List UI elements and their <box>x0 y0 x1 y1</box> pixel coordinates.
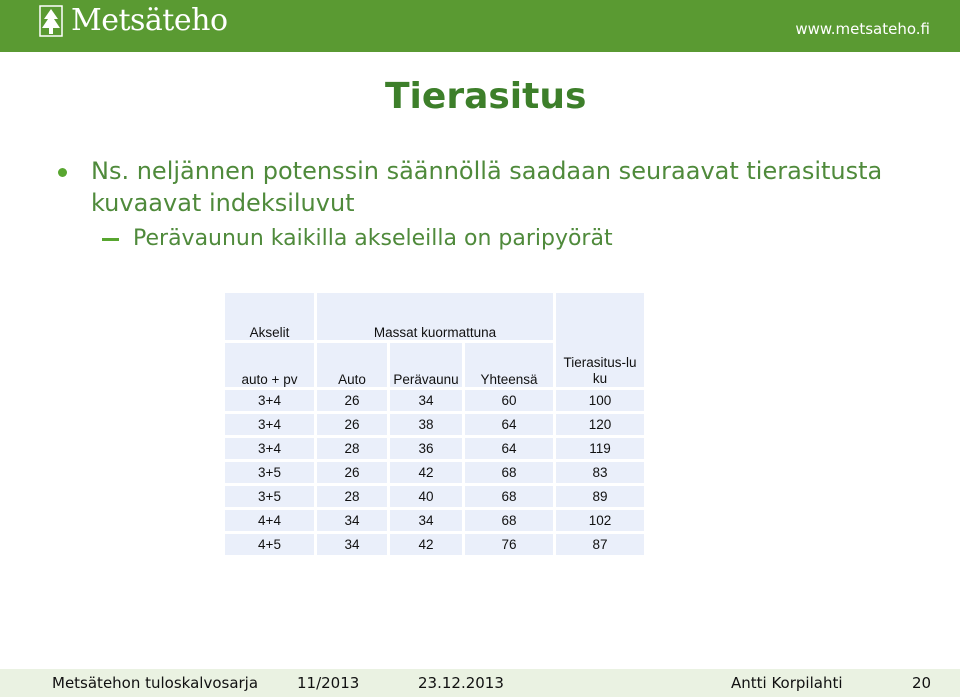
table-row <box>224 485 646 509</box>
index-table <box>222 290 647 558</box>
table-cell: 42 <box>389 461 464 485</box>
logo-text: Metsäteho <box>71 3 228 38</box>
bullet-text: Ns. neljännen potenssin säännöllä saadaan seuraavat tierasitusta kuvaavat indeksiluvut <box>91 157 883 217</box>
footer-issue: 11/2013 <box>297 674 360 692</box>
table-cell: 4+4 <box>224 509 316 533</box>
table-cell: 3+5 <box>224 461 316 485</box>
table-cell: 64 <box>464 413 555 437</box>
table-cell: 120 <box>555 413 646 437</box>
header-bar <box>0 0 960 52</box>
page-number: 20 <box>912 674 932 692</box>
website-url: www.metsateho.fi <box>795 20 930 38</box>
table-row <box>224 461 646 485</box>
sub-bullet-text: Perävaunun kaikilla akseleilla on paripyörät <box>133 226 613 251</box>
table-cell: 38 <box>389 413 464 437</box>
column-header-trailer: Perävaunu <box>389 342 464 389</box>
footer-date: 23.12.2013 <box>418 674 504 692</box>
footer-series: Metsätehon tuloskalvosarja <box>52 674 259 692</box>
table-cell: 100 <box>555 389 646 413</box>
dash-icon <box>102 238 119 241</box>
table-cell: 36 <box>389 437 464 461</box>
column-header-car: Auto <box>316 342 389 389</box>
table-cell: 42 <box>389 533 464 557</box>
table-cell: 68 <box>464 509 555 533</box>
table-cell: 83 <box>555 461 646 485</box>
table-cell: 34 <box>316 509 389 533</box>
table-cell: 3+4 <box>224 437 316 461</box>
table-cell: 68 <box>464 485 555 509</box>
group-header-masses: Massat kuormattuna <box>316 292 555 342</box>
table-cell: 28 <box>316 437 389 461</box>
table-cell: 34 <box>389 509 464 533</box>
table-cell: 26 <box>316 413 389 437</box>
logo <box>36 4 228 38</box>
table-row <box>224 413 646 437</box>
table-cell: 3+5 <box>224 485 316 509</box>
table-cell: 4+5 <box>224 533 316 557</box>
column-header-index-label: Tierasitus-luku <box>563 355 637 386</box>
column-header-axles: auto + pv <box>224 342 316 389</box>
column-header-index <box>555 292 646 389</box>
group-header-axles: Akselit <box>224 292 316 342</box>
table-cell: 102 <box>555 509 646 533</box>
table-cell: 119 <box>555 437 646 461</box>
table-cell: 60 <box>464 389 555 413</box>
table-cell: 3+4 <box>224 389 316 413</box>
table-cell: 64 <box>464 437 555 461</box>
slide-title: Tierasitus <box>385 76 587 117</box>
table-row <box>224 533 646 557</box>
table-cell: 26 <box>316 389 389 413</box>
table-cell: 28 <box>316 485 389 509</box>
table-cell: 89 <box>555 485 646 509</box>
table-cell: 34 <box>389 389 464 413</box>
tree-logo-icon <box>36 4 66 38</box>
table-row <box>224 389 646 413</box>
footer-author: Antti Korpilahti <box>731 674 843 692</box>
bullet-dot-icon <box>58 168 67 177</box>
table-cell: 3+4 <box>224 413 316 437</box>
column-header-total: Yhteensä <box>464 342 555 389</box>
table-cell: 76 <box>464 533 555 557</box>
table-cell: 40 <box>389 485 464 509</box>
table-cell: 34 <box>316 533 389 557</box>
table-cell: 68 <box>464 461 555 485</box>
table-row <box>224 437 646 461</box>
table-row <box>224 509 646 533</box>
table-cell: 26 <box>316 461 389 485</box>
table-cell: 87 <box>555 533 646 557</box>
